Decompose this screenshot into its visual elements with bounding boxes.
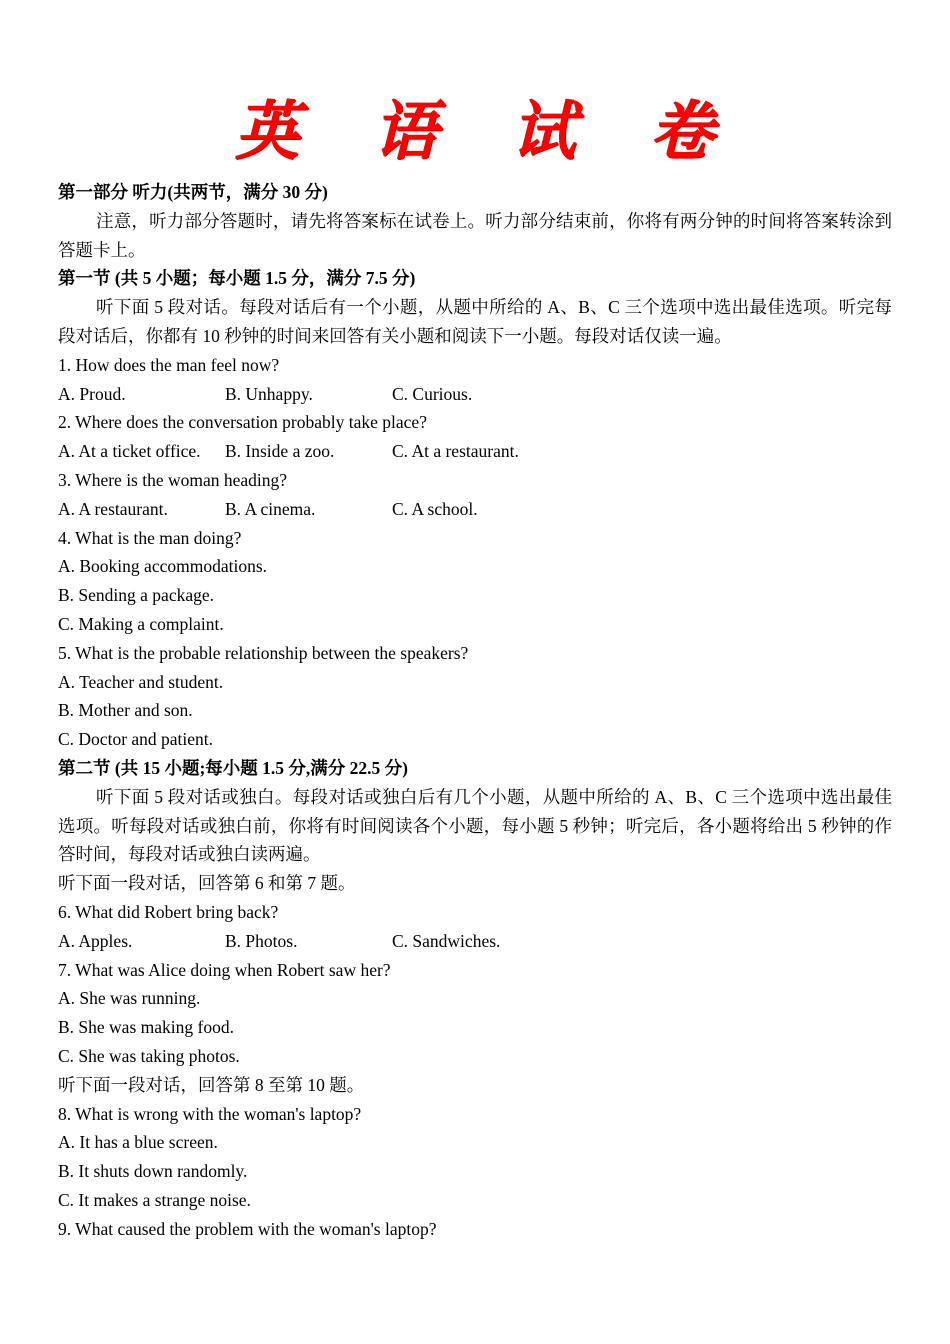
option-c: C. Curious. xyxy=(392,383,473,404)
option-a: A. Apples. xyxy=(58,930,133,951)
question-3: 3. Where is the woman heading? xyxy=(58,469,288,490)
question-7: 7. What was Alice doing when Robert saw her? xyxy=(58,959,391,980)
option-a: A. A restaurant. xyxy=(58,498,168,519)
question-5: 5. What is the probable relationship between the speakers? xyxy=(58,642,469,663)
question-6-options xyxy=(58,927,892,956)
section2-instruction: 听下面 5 段对话或独白。每段对话或独白后有几个小题，从题中所给的 A、B、C 三个选项中选出最佳选项。听每段对话或独白前，你将有时间阅读各个小题，每小题 5 秒钟；听完后，各小题将给出 5 秒钟的作答时间，每段对话或独白读两遍。 xyxy=(58,786,892,865)
group1-intro: 听下面一段对话，回答第 6 和第 7 题。 xyxy=(58,873,356,894)
question-1: 1. How does the man feel now? xyxy=(58,354,280,375)
exam-title: 英 语 试 卷 xyxy=(234,94,740,169)
option-a: A. At a ticket office. xyxy=(58,441,201,462)
option-b: B. Photos. xyxy=(225,930,298,951)
option-c: C. Making a complaint. xyxy=(58,613,224,634)
option-b: B. She was making food. xyxy=(58,1017,234,1038)
option-b: B. Inside a zoo. xyxy=(225,441,335,462)
option-a: A. She was running. xyxy=(58,988,201,1009)
option-b: B. A cinema. xyxy=(225,498,316,519)
question-3-options xyxy=(58,495,892,524)
section2-heading: 第二节 (共 15 小题;每小题 1.5 分,满分 22.5 分) xyxy=(58,757,408,778)
question-6: 6. What did Robert bring back? xyxy=(58,901,279,922)
question-2: 2. Where does the conversation probably take place? xyxy=(58,412,427,433)
option-c: C. Sandwiches. xyxy=(392,930,501,951)
option-b: B. Unhappy. xyxy=(225,383,313,404)
option-b: B. It shuts down randomly. xyxy=(58,1161,248,1182)
group2-intro: 听下面一段对话，回答第 8 至第 10 题。 xyxy=(58,1074,365,1095)
question-4: 4. What is the man doing? xyxy=(58,527,242,548)
option-b: B. Mother and son. xyxy=(58,700,193,721)
option-c: C. A school. xyxy=(392,498,478,519)
section1-instruction: 听下面 5 段对话。每段对话后有一个小题，从题中所给的 A、B、C 三个选项中选出最佳选项。听完每段对话后，你都有 10 秒钟的时间来回答有关小题和阅读下一小题。每段对话仅读一遍。 xyxy=(58,297,892,346)
option-a: A. Booking accommodations. xyxy=(58,556,268,577)
part1-heading: 第一部分 听力(共两节，满分 30 分) xyxy=(58,182,328,202)
part1-note: 注意，听力部分答题时，请先将答案标在试卷上。听力部分结束前，你将有两分钟的时间将答案转涂到答题卡上。 xyxy=(58,210,892,260)
option-b: B. Sending a package. xyxy=(58,585,214,606)
option-c: C. At a restaurant. xyxy=(392,441,519,462)
question-8: 8. What is wrong with the woman's laptop? xyxy=(58,1103,362,1124)
question-1-options xyxy=(58,380,892,409)
option-c: C. It makes a strange noise. xyxy=(58,1189,251,1210)
option-a: A. It has a blue screen. xyxy=(58,1132,218,1153)
option-a: A. Teacher and student. xyxy=(58,671,224,692)
question-9: 9. What caused the problem with the woman's laptop? xyxy=(58,1218,437,1239)
section1-heading: 第一节 (共 5 小题；每小题 1.5 分，满分 7.5 分) xyxy=(58,268,416,289)
option-c: C. She was taking photos. xyxy=(58,1045,240,1066)
option-c: C. Doctor and patient. xyxy=(58,729,214,750)
option-a: A. Proud. xyxy=(58,383,126,404)
question-2-options xyxy=(58,437,892,466)
